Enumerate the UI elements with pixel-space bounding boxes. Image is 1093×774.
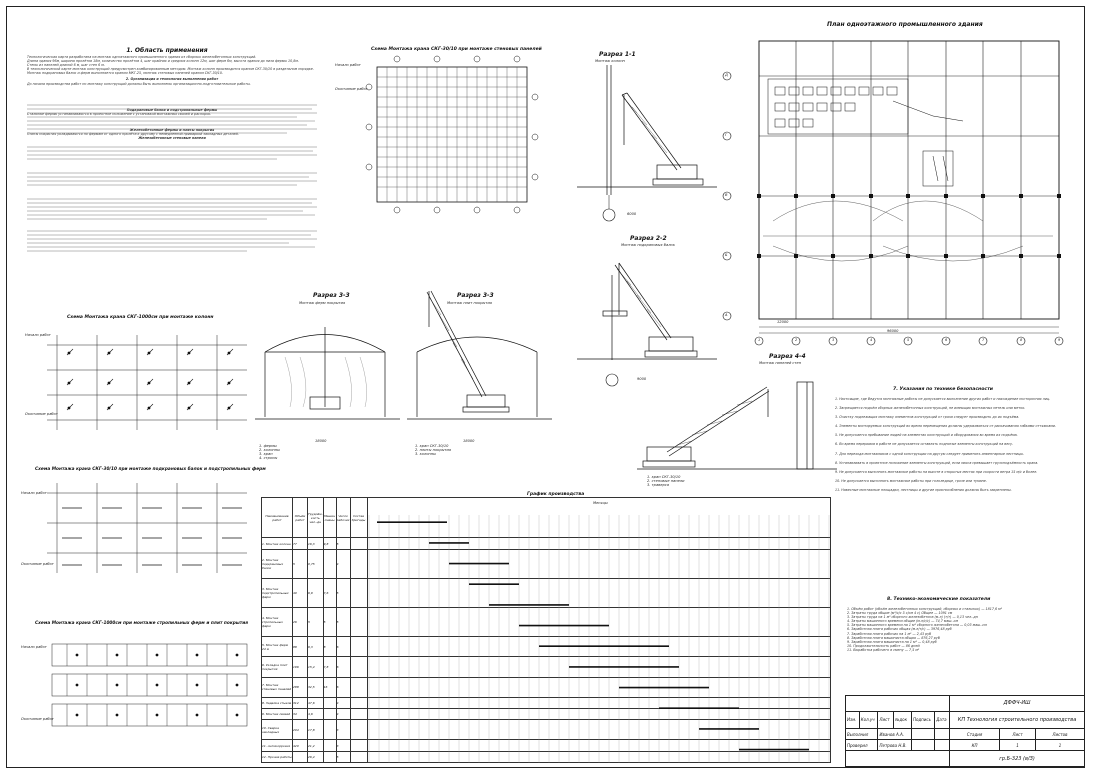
gantt-workers: 5 bbox=[336, 578, 350, 607]
section-1-1-title: Разрез 1-1 bbox=[599, 51, 636, 58]
plan-axis-col: 2 bbox=[795, 338, 798, 342]
section-2-2-title: Разрез 2-2 bbox=[630, 235, 667, 242]
gantt-machine bbox=[323, 751, 336, 762]
gantt-volume: 196 bbox=[293, 657, 308, 677]
section-3-3b-dim: 18000 bbox=[463, 439, 475, 443]
gantt-workers: 6 bbox=[336, 657, 350, 677]
plan-axis-col: 7 bbox=[982, 338, 985, 342]
gantt-workers: 5 bbox=[336, 538, 350, 549]
gantt-machine: 8 bbox=[323, 637, 336, 657]
stamp-col: Изм. bbox=[846, 711, 860, 729]
scheme-2-title: Схема Монтажа крана СКГ-1000см при монтаже колонн bbox=[67, 315, 214, 320]
gantt-labour: 32,5 bbox=[308, 677, 324, 697]
economics-line: 8. Заработная плата машиниста общая — 876,27 руб bbox=[847, 635, 940, 640]
section-1-1-dim: 6000 bbox=[627, 212, 637, 216]
gantt-workers: 6 bbox=[336, 637, 350, 657]
gantt-work-name: 5. Монтаж ферм 24 м bbox=[262, 637, 293, 657]
gantt-machine bbox=[323, 709, 336, 720]
gantt-volume: 88 bbox=[293, 637, 308, 657]
gantt-labour: 4,6 bbox=[308, 709, 324, 720]
stamp-role: Выполнил bbox=[846, 729, 878, 740]
scheme-4-title: Схема Монтажа крана СКГ-1000см при монтаже стропильных ферм и плит покрытия bbox=[35, 621, 248, 626]
economics-title: 8. Технико-экономические показатели bbox=[887, 597, 991, 602]
gantt-work-name: 1. Монтаж колонн bbox=[262, 538, 293, 549]
gantt-work-name: 12. Прочие работы bbox=[262, 751, 293, 762]
safety-line: 1. Настоящие, где Ведутся монтажные работы не допускается выполнение других работ и нахождение посторонних лиц. bbox=[835, 397, 1051, 401]
stamp-stage: КП bbox=[950, 740, 1000, 751]
legend-item: 2. стеновые панели bbox=[647, 479, 685, 483]
section-3-3a-legend bbox=[259, 444, 319, 460]
gantt-crew bbox=[350, 538, 367, 549]
legend-item: 3. кран bbox=[259, 452, 273, 456]
gantt-header: Наименование работ bbox=[262, 498, 293, 538]
stamp-col: Подпись bbox=[911, 711, 934, 729]
stamp-col: Дата bbox=[935, 711, 950, 729]
gantt-crew bbox=[350, 697, 367, 708]
gantt-header: Трудоём- кость чел.-дн bbox=[308, 498, 324, 538]
gantt-labour: 9,3 bbox=[308, 637, 324, 657]
intro-subtitle: Подкрановые балки и подстропильные фермы bbox=[126, 107, 218, 112]
economics-line: 2. Затраты труда общие (м³/с/с 5 с/см 4 с) Общее — 1091 см bbox=[847, 611, 953, 616]
gantt-volume: 288 bbox=[293, 677, 308, 697]
gantt-crew bbox=[350, 740, 367, 751]
economics-line: 4. Затраты машинного времени общие (м.л/с/с) — 74,7 маш.-см bbox=[847, 619, 958, 624]
gantt-work-name: 8. Заделка стыков bbox=[262, 697, 293, 708]
safety-line: 7. Для перехода монтажников с одной конструкции на другую следует применять инвентарные лестницы. bbox=[835, 451, 1024, 456]
scheme-1-start: Начало работ bbox=[335, 63, 361, 67]
gantt-header: Объём работ bbox=[293, 498, 308, 538]
section-1-1-subtitle: Монтаж колонн bbox=[595, 59, 625, 63]
gantt-labour: 16,3 bbox=[308, 538, 324, 549]
gantt-volume: 26 bbox=[293, 608, 308, 637]
safety-text bbox=[835, 397, 1080, 497]
gantt-machine: 5 bbox=[323, 608, 336, 637]
stamp-group: гр.Б-323 (в/З) bbox=[950, 751, 1085, 767]
gantt-machine: 7,6 bbox=[323, 578, 336, 607]
safety-line: 6. Во время перерывов в работе не допускается оставлять поднятые элементы конструкций на весу. bbox=[835, 442, 1014, 447]
plan-title: План одноэтажного промышленного здания bbox=[827, 21, 983, 28]
safety-line: 11. Навесные монтажные площадки, лестницы и другие приспособления должны быть закреплены. bbox=[835, 487, 1012, 492]
gantt-workers: 4 bbox=[336, 709, 350, 720]
plan-axis-col: 5 bbox=[907, 338, 910, 342]
legend-item: 1. кран СКГ-30/10 bbox=[647, 475, 681, 479]
legend-item: 1. кран СКГ-30/10 bbox=[415, 444, 449, 448]
intro-subtitle: Железобетонные стеновые панели bbox=[138, 136, 206, 141]
safety-line: 4. Элементы монтируемых конструкций во время перемещения должны удерживаться от раскачивания гибкими оттяжками. bbox=[835, 424, 1056, 429]
stamp-person: Петрова Н.В. bbox=[878, 740, 911, 751]
section-2-2-dim: 9000 bbox=[637, 377, 647, 381]
gantt-machine bbox=[323, 720, 336, 740]
gantt-workers: 3 bbox=[336, 720, 350, 740]
gantt-header: Состав бригады bbox=[350, 498, 367, 538]
stamp-name: КП Технология строительного производства bbox=[950, 711, 1085, 729]
section-3-3a-dim: 18000 bbox=[315, 439, 327, 443]
stamp-sheets-label: Листов bbox=[1035, 729, 1084, 740]
section-3-3b-legend bbox=[415, 444, 495, 456]
scheme-2-start: Начало работ bbox=[25, 333, 51, 337]
intro-subtitle: 2. Организация и технология выполнения работ bbox=[125, 77, 219, 82]
economics-line: 1. Объём работ (объём железобетонных конструкций, сборных и стальных) — 1817,6 м³ bbox=[847, 607, 1002, 611]
plan-axis-row: Б bbox=[725, 253, 728, 257]
plan-axis-col: 4 bbox=[870, 338, 873, 342]
legend-item: 4. стропы bbox=[259, 456, 278, 460]
economics-line: 9. Заработная плата машиниста на 1 м³ — 0,48 руб bbox=[847, 639, 937, 644]
gantt-work-name: 7. Монтаж стеновых панелей bbox=[262, 677, 293, 697]
gantt-volume: 5 bbox=[293, 549, 308, 578]
safety-line: 8. Устанавливать в проектное положение элементы конструкций, если масса превышает грузоподъёмность крана. bbox=[835, 460, 1039, 465]
legend-item: 2. плиты покрытия bbox=[415, 448, 452, 452]
gantt-workers: 4 bbox=[336, 549, 350, 578]
stamp-sheets: 1 bbox=[1035, 740, 1084, 751]
economics-line: 6. Заработная плата рабочих общая (м.л/т/с) — 3976,48 руб bbox=[847, 627, 952, 632]
gantt-work-name: 3. Монтаж подстропильных ферм bbox=[262, 578, 293, 607]
plan-axis-col: 6 bbox=[945, 338, 948, 342]
intro-text-fill bbox=[27, 99, 327, 299]
scheme-4-start: Начало работ bbox=[21, 645, 47, 649]
stamp-col: Лист bbox=[878, 711, 894, 729]
economics-line: 5. Затраты машинного времени на 1 м³ сборного железобетона — 0,03 маш.-см bbox=[847, 623, 987, 628]
gantt-crew bbox=[350, 608, 367, 637]
gantt-months: Месяцы bbox=[593, 501, 608, 505]
gantt-volume: 34 bbox=[293, 709, 308, 720]
economics-text bbox=[847, 607, 1077, 652]
scheme-3-end: Окончание работ bbox=[21, 562, 54, 566]
stamp-stage-label: Стадия bbox=[950, 729, 1000, 740]
safety-line: 10. Не допускается выполнять монтажные работы при гололедице, грозе или тумане. bbox=[835, 478, 987, 483]
economics-line: 7. Заработная плата рабочих на 1 м³ — 2,43 руб bbox=[847, 631, 932, 636]
gantt-title: График производства bbox=[527, 492, 585, 497]
gantt-work-name: 10. Сварка закладных bbox=[262, 720, 293, 740]
economics-line: 10. Продолжительность работ — 86 дней bbox=[847, 643, 920, 648]
section-3-3a-subtitle: Монтаж ферм покрытия bbox=[299, 301, 346, 305]
intro-line: В технологической карте монтаж конструкций предусмотрен комбинированным методом. Монтаж колонн производится краном СКГ-30/10 в раздельном порядке. bbox=[27, 67, 314, 72]
legend-item: 3. траверса bbox=[647, 483, 669, 487]
gantt-crew bbox=[350, 677, 367, 697]
scheme-2-grid bbox=[47, 325, 257, 445]
intro-line: Монтаж подкрановых балок и ферм выполняется краном МКГ-25, монтаж стеновых панелей краном СКГ-30/10. bbox=[27, 71, 224, 76]
gantt-crew bbox=[350, 751, 367, 762]
safety-line: 2. Запрещается подъём сборных железобетонных конструкций, не имеющих монтажных петель или меток. bbox=[835, 406, 1026, 411]
intro-line: Длина здания 96м, ширина пролётов 18м, количество пролётов 4, шаг крайних и средних колонн 12м, шаг ферм 6м, высота здания до низа фермы 10,8м. bbox=[27, 59, 299, 64]
economics-line: 11. Выработка рабочего в смену — 7,5 м³ bbox=[847, 647, 920, 652]
gantt-volume: 40 bbox=[293, 578, 308, 607]
gantt-workers: 5 bbox=[336, 751, 350, 762]
section-3-3b-title: Разрез 3-3 bbox=[457, 292, 494, 299]
legend-item: 1. фермы bbox=[259, 444, 277, 448]
section-2-2-subtitle: Монтаж подкрановых балок bbox=[621, 243, 675, 247]
section-3-3b-subtitle: Монтаж плит покрытия bbox=[447, 301, 492, 305]
gantt-bars bbox=[369, 515, 829, 765]
gantt-labour: 17,8 bbox=[308, 720, 324, 740]
gantt-volume: 204 bbox=[293, 720, 308, 740]
gantt-labour: 47,6 bbox=[308, 697, 324, 708]
gantt-labour: 21,2 bbox=[308, 740, 324, 751]
gantt-workers: 4 bbox=[336, 697, 350, 708]
gantt-machine: 9,8 bbox=[323, 538, 336, 549]
legend-item: 2. колонны bbox=[259, 448, 280, 452]
plan-axis-col: 9 bbox=[1058, 338, 1061, 342]
gantt-crew bbox=[350, 720, 367, 740]
gantt-crew bbox=[350, 578, 367, 607]
plan-axis-row: В bbox=[725, 193, 728, 197]
gantt-crew bbox=[350, 637, 367, 657]
gantt-machine bbox=[323, 697, 336, 708]
gantt-workers: 6 bbox=[336, 677, 350, 697]
gantt-work-name: 9. Монтаж связей bbox=[262, 709, 293, 720]
plan-axis-row: Д bbox=[725, 73, 728, 77]
intro-line: Технологическая карта разработана на монтаж одноэтажного промышленного здания из сборных железобетонных конструкций. bbox=[27, 55, 257, 59]
building-plan bbox=[723, 31, 1083, 351]
section-3-3a-title: Разрез 3-3 bbox=[313, 292, 350, 299]
section-1-1-drawing bbox=[577, 65, 727, 235]
gantt-crew bbox=[350, 549, 367, 578]
scheme-4-grid bbox=[47, 629, 257, 749]
gantt-header: Число рабочих bbox=[336, 498, 350, 538]
gantt-labour: 5 bbox=[308, 608, 324, 637]
drawing-sheet bbox=[6, 6, 1085, 768]
gantt-crew bbox=[350, 709, 367, 720]
gantt-volume: 312 bbox=[293, 697, 308, 708]
section-4-4-legend bbox=[647, 475, 767, 487]
plan-axis-col: 8 bbox=[1020, 338, 1023, 342]
plan-axis-col: 1 bbox=[758, 338, 761, 342]
section-4-4-title: Разрез 4-4 bbox=[769, 353, 806, 360]
gantt-work-name: 4. Монтаж стропильных ферм bbox=[262, 608, 293, 637]
section-4-4-subtitle: Монтаж панелей стен bbox=[759, 361, 802, 365]
scheme-1-title: Схема Монтажа крана СКГ-30/10 при монтаже стеновых панелей bbox=[371, 47, 542, 52]
title-block bbox=[845, 695, 1085, 767]
gantt-volume: 420 bbox=[293, 740, 308, 751]
gantt-machine: 7,8 bbox=[323, 657, 336, 677]
stamp-role: Проверил bbox=[846, 740, 878, 751]
safety-line: 3. Очистку подлежащих монтажу элементов конструкций от грязи следует производить до их подъёма. bbox=[835, 415, 1020, 420]
safety-line: 9. Не допускается выполнять монтажные работы на высоте в открытых местах при скорости ветра 15 м/с и более. bbox=[835, 469, 1038, 474]
legend-item: 3. колонны bbox=[415, 452, 436, 456]
section-3-3b-drawing bbox=[407, 287, 557, 427]
gantt-workers: 5 bbox=[336, 608, 350, 637]
intro-line: Плиты покрытия укладываются по фермам от одного пролёта к другому с немедленной приваркой закладных деталей. bbox=[27, 132, 239, 137]
gantt-volume: 77 bbox=[293, 538, 308, 549]
gantt-work-name: 2. Монтаж подкрановых балок bbox=[262, 549, 293, 578]
intro-subtitle: Железобетонные фермы и плиты покрытия bbox=[129, 128, 215, 133]
economics-line: 3. Затраты труда на 1 м³ сборного железобетона (м.л) (т/т) — 0,13 чел.-дн bbox=[847, 615, 978, 620]
scheme-1-grid bbox=[377, 67, 537, 217]
gantt-crew bbox=[350, 657, 367, 677]
scheme-4-end: Окончание работ bbox=[21, 717, 54, 721]
gantt-labour: 0,75 bbox=[308, 549, 324, 578]
gantt-volume bbox=[293, 751, 308, 762]
scheme-3-start: Начало работ bbox=[21, 491, 47, 495]
safety-line: 5. Не допускается пребывание людей на элементах конструкций и оборудования во время их подъёма. bbox=[835, 433, 1018, 438]
intro-line: Стены из панелей длиной 6 м, шаг стен 6 м. bbox=[27, 63, 105, 68]
gantt-workers: 3 bbox=[336, 740, 350, 751]
gantt-machine bbox=[323, 549, 336, 578]
stamp-sheet: 1 bbox=[1000, 740, 1036, 751]
gantt-header: Машин смены bbox=[323, 498, 336, 538]
safety-title: 7. Указания по технике безопасности bbox=[893, 387, 993, 392]
stamp-person: Иванов А.А. bbox=[878, 729, 911, 740]
plan-total: 96000 bbox=[887, 329, 899, 333]
scheme-2-end: Окончание работ bbox=[25, 412, 58, 416]
plan-span: 12000 bbox=[777, 320, 789, 324]
gantt-labour: 15,4 bbox=[308, 657, 324, 677]
stamp-col: Кол.уч bbox=[859, 711, 878, 729]
stamp-code: ДФФЧ-ИШ bbox=[950, 696, 1085, 712]
gantt-machine bbox=[323, 740, 336, 751]
section-3-3a-drawing bbox=[255, 307, 405, 437]
gantt-work-name: 6. Укладка плит покрытия bbox=[262, 657, 293, 677]
intro-title: 1. Область применения bbox=[126, 47, 208, 54]
stamp-col: №док bbox=[894, 711, 912, 729]
plan-axis-col: 3 bbox=[832, 338, 835, 342]
scheme-3-title: Схема Монтажа крана СКГ-30/10 при монтаже подкрановых балок и подстропильных ферм bbox=[35, 467, 266, 472]
scheme-3-grid bbox=[47, 473, 257, 583]
scheme-1-end: Окончание работ bbox=[335, 87, 368, 91]
gantt-work-name: 11. Антикоррозия bbox=[262, 740, 293, 751]
stamp-sheet-label: Лист bbox=[1000, 729, 1036, 740]
gantt-labour: 6,9 bbox=[308, 578, 324, 607]
plan-axis-row: Г bbox=[725, 133, 728, 137]
gantt-labour: 26,4 bbox=[308, 751, 324, 762]
plan-axis-row: А bbox=[725, 313, 728, 317]
gantt-machine: 16 bbox=[323, 677, 336, 697]
intro-line: До начала производства работ по монтажу конструкций должны быть выполнены организационно-подготовительные работы. bbox=[27, 81, 251, 86]
intro-line: Стальные фермы устанавливаются в проектное положение с установкой монтажных связей и распорок. bbox=[27, 111, 212, 116]
